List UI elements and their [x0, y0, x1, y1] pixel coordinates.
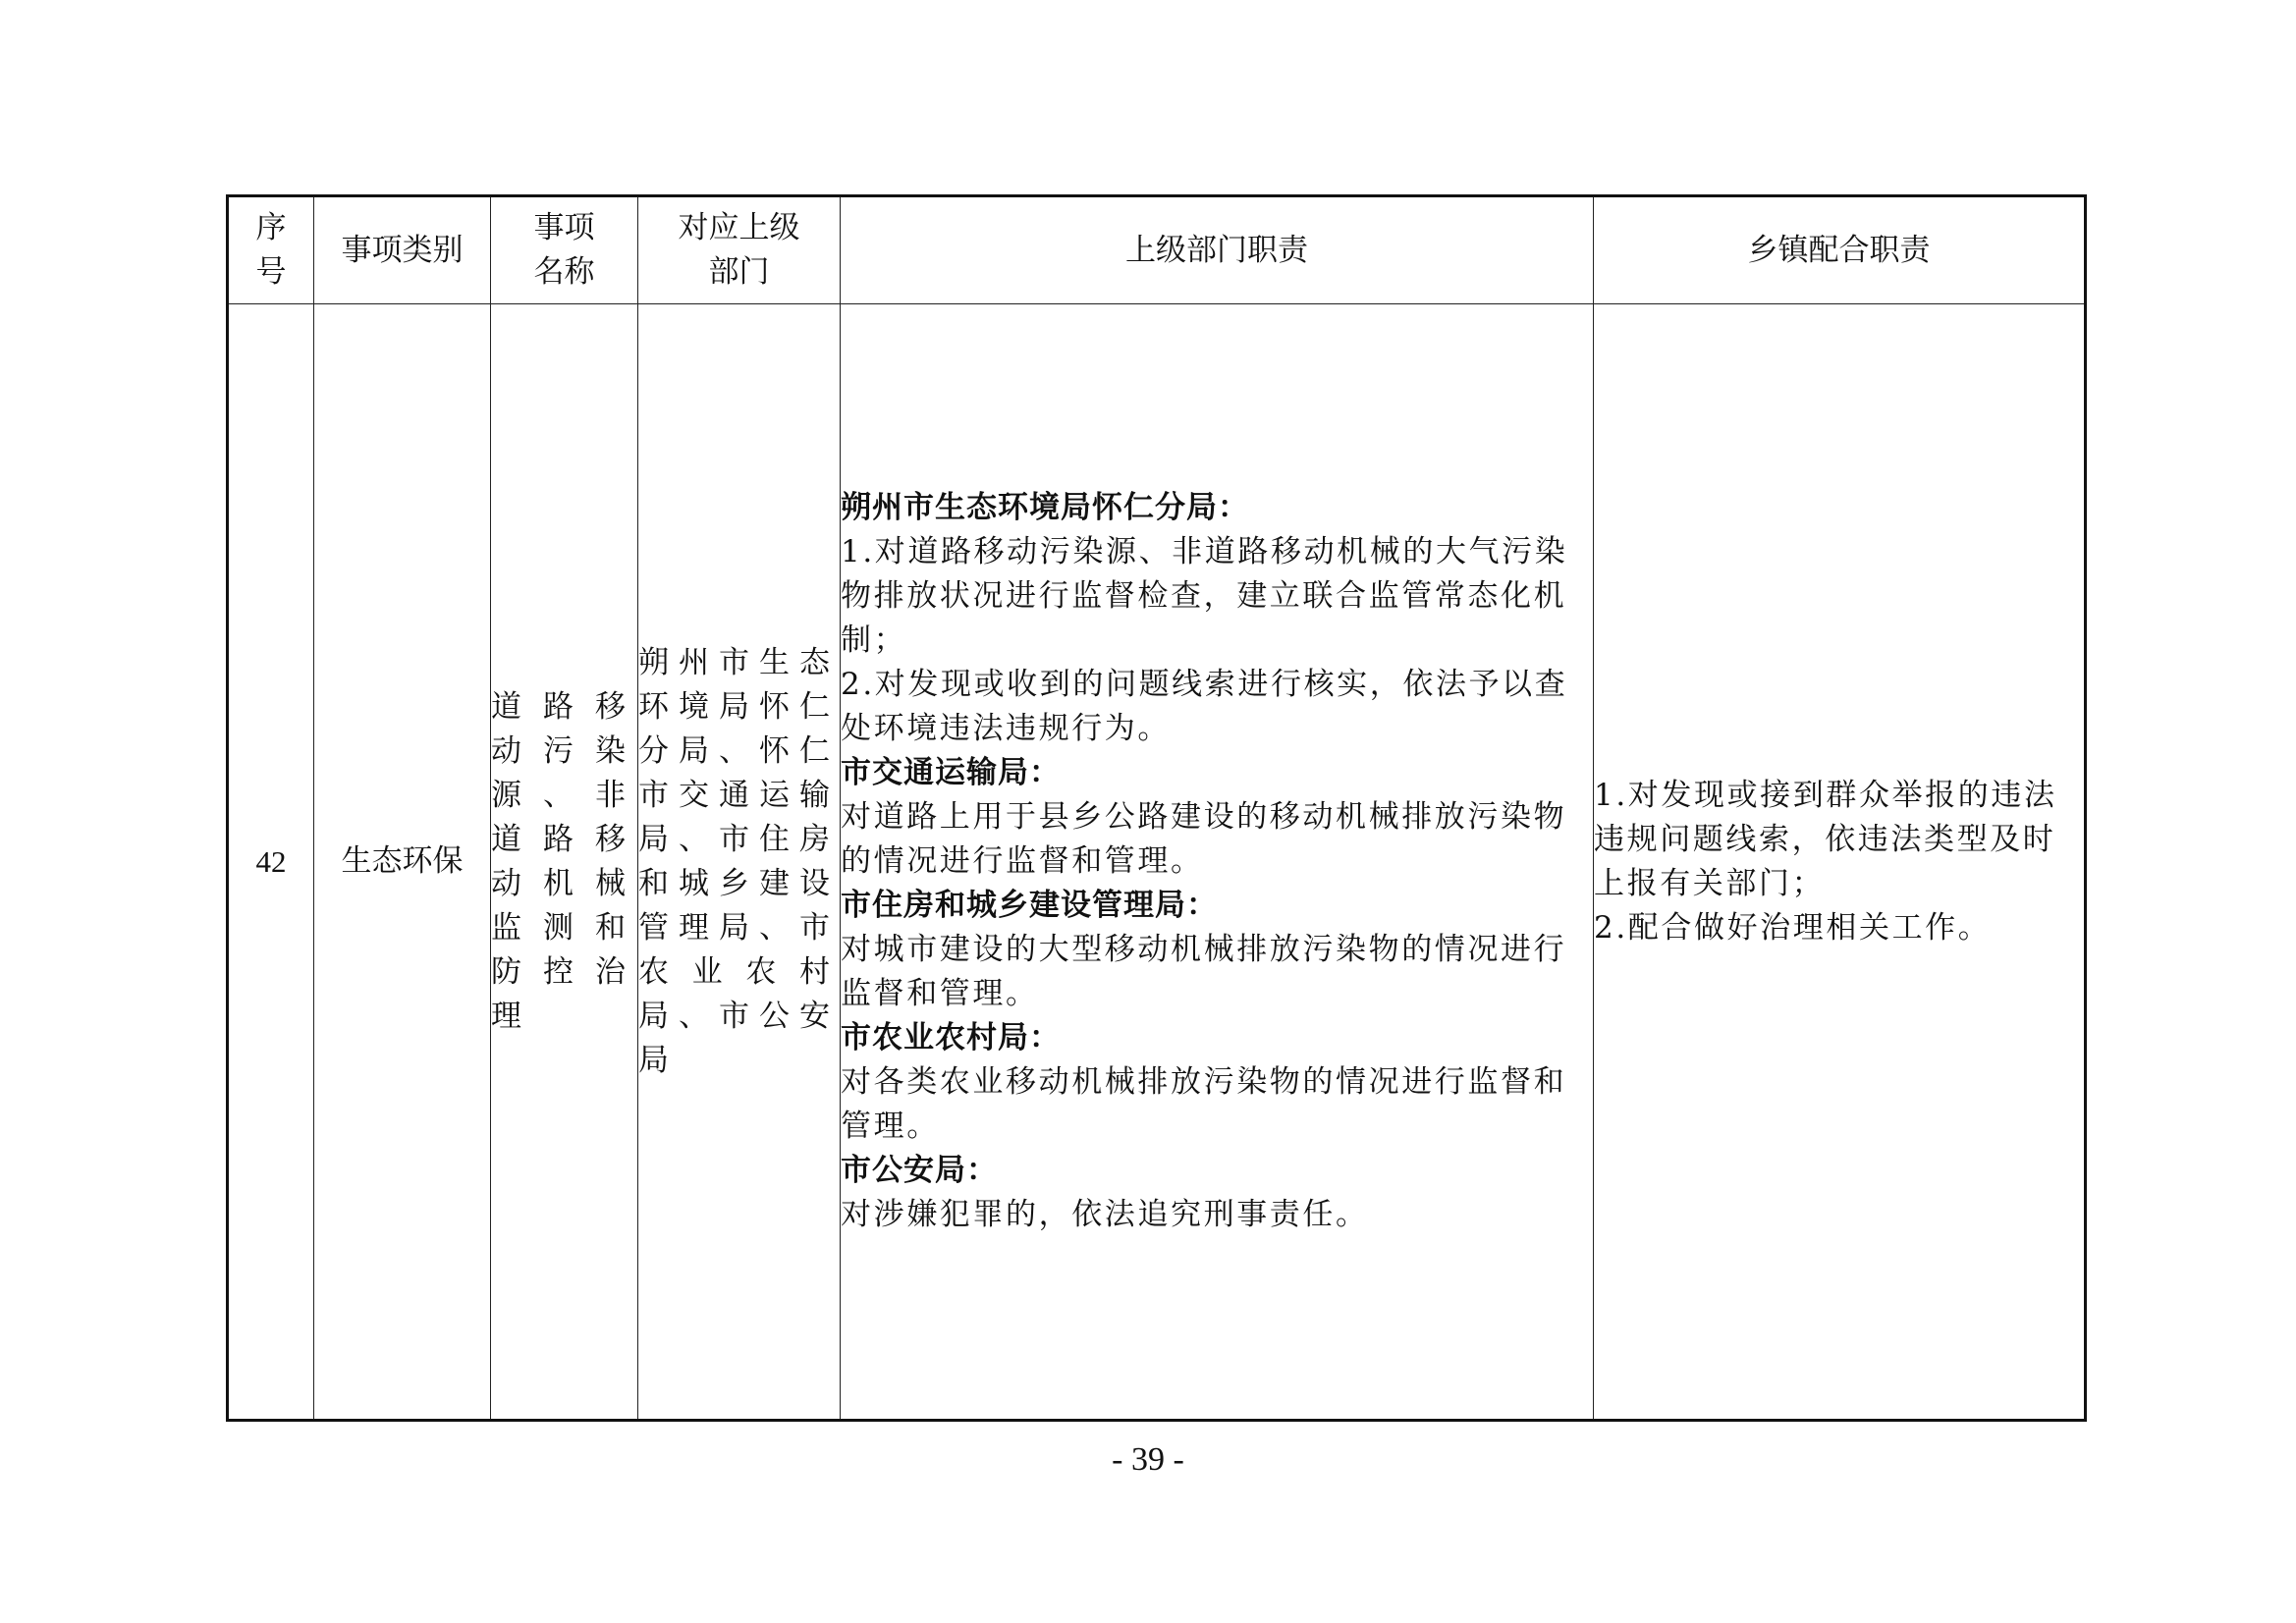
duty-dept-heading: 市住房和城乡建设管理局：	[841, 888, 1218, 923]
duty-table	[226, 194, 2087, 1422]
duty-dept-heading: 市农业农村局：	[841, 1020, 1061, 1055]
header-item-name	[491, 196, 638, 304]
row-category: 生态环保	[314, 304, 491, 1421]
row-superior-duties	[841, 304, 1594, 1421]
row-number: 42	[228, 304, 314, 1421]
duty-dept-heading: 市公安局：	[841, 1153, 998, 1188]
duty-dept-heading: 市交通运输局：	[841, 755, 1061, 790]
table-header-row	[228, 196, 2086, 304]
header-township-duties: 乡镇配合职责	[1594, 196, 2086, 304]
duty-text: 对城市建设的大型移动机械排放污染物的情况进行监督和管理。	[841, 932, 1567, 1011]
header-superior-dept-line-1: 对应上级	[678, 210, 800, 245]
header-item-name-line-1: 事项	[533, 210, 595, 245]
page-number: - 39 -	[1112, 1441, 1184, 1478]
header-superior-dept	[638, 196, 841, 304]
row-item-name: 道路移动污染源、非道路移动机械监测和防控治理	[491, 304, 638, 1421]
header-superior-duties: 上级部门职责	[841, 196, 1594, 304]
duty-text: 对道路上用于县乡公路建设的移动机械排放污染物的情况进行监督和管理。	[841, 799, 1567, 879]
duty-text: 对各类农业移动机械排放污染物的情况进行监督和管理。	[841, 1064, 1567, 1144]
duty-dept-heading: 朔州市生态环境局怀仁分局：	[841, 490, 1249, 525]
header-number	[228, 196, 314, 304]
header-item-name-line-2: 名称	[533, 254, 595, 290]
row-township-duties	[1594, 304, 2086, 1421]
township-duty-text: 1.对发现或接到群众举报的违法违规问题线索，依违法类型及时上报有关部门；	[1594, 777, 2057, 901]
row-superior-dept: 朔州市生态环境局怀仁分局、怀仁市交通运输局、市住房和城乡建设管理局、市农业农村局、市公安局	[638, 304, 841, 1421]
table-row	[228, 304, 2086, 1421]
township-duty-text: 2.配合做好治理相关工作。	[1594, 909, 1992, 946]
header-category: 事项类别	[314, 196, 491, 304]
header-number-line-2: 号	[255, 254, 287, 290]
duty-text: 1.对道路移动污染源、非道路移动机械的大气污染物排放状况进行监督检查，建立联合监管常态化机制；	[841, 534, 1568, 658]
duty-text: 2.对发现或收到的问题线索进行核实，依法予以查处环境违法违规行为。	[841, 667, 1568, 746]
header-superior-dept-line-2: 部门	[708, 254, 770, 290]
duty-text: 对涉嫌犯罪的，依法追究刑事责任。	[841, 1197, 1369, 1232]
header-number-line-1: 序	[255, 210, 287, 245]
